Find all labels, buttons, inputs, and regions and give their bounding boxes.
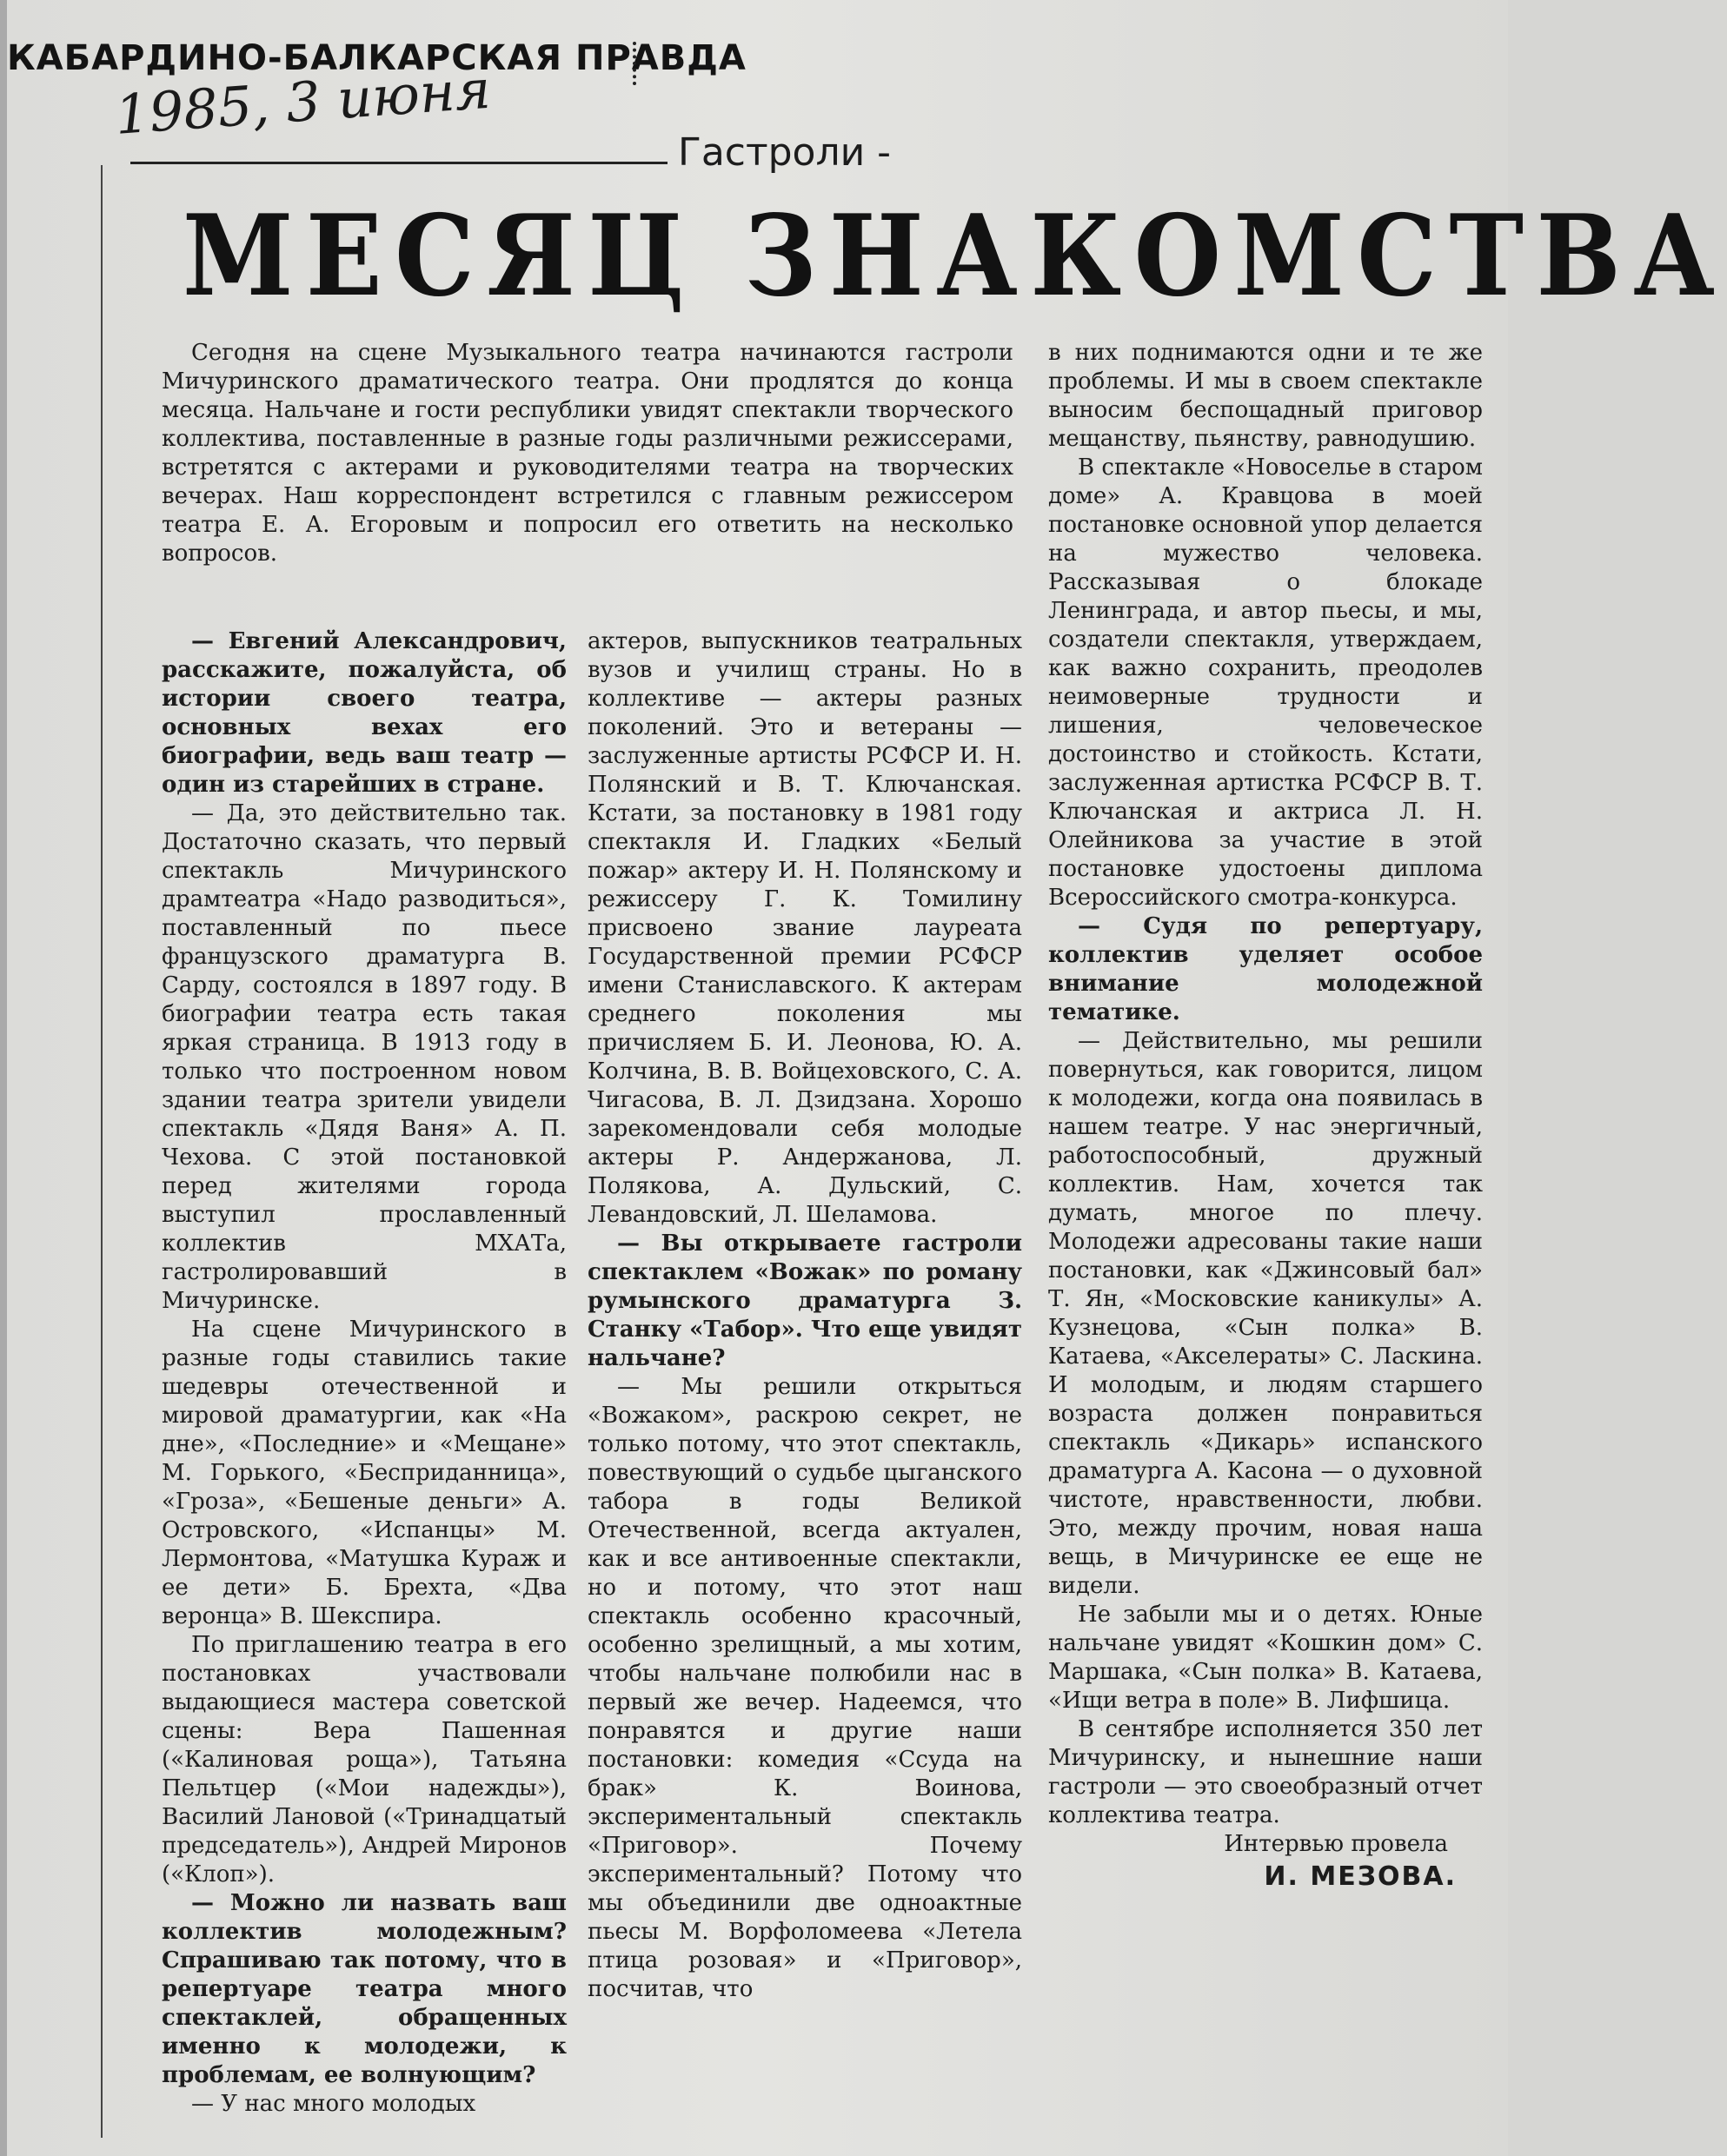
newspaper-masthead: КАБАРДИНО-БАЛКАРСКАЯ ПРАВДА (7, 38, 747, 78)
article-paragraph: в них поднимаются одни и те же проблемы. И мы в своем спектакле выносим беспощадный приговор мещанству, пьянству, равнодушию. (1048, 340, 1483, 452)
article-lead (162, 339, 1013, 608)
article-paragraph: По приглашению театра в его постановках участвовали выдающиеся мастера советской сцены: Вера Пашенная («Калиновая роща»), Татьяна Пельтцер («Мои надежды»), Василий Лановой («Тринадцатый председатель»), Андрей Миронов («Клоп»). (162, 1632, 567, 1887)
article-paragraph: Не забыли мы и о детях. Юные нальчане увидят «Кошкин дом» С. Маршака, «Сын полка» В. Катаева, «Ищи ветра в поле» В. Лифшица. (1048, 1602, 1483, 1714)
article-paragraph: На сцене Мичуринского в разные годы ставились такие шедевры отечественной и мировой драматургии, как «На дне», «Последние» и «Мещане» М. Горького, «Бесприданница», «Гроза», «Бешеные деньги» А. Островского, «Испанцы» М. Лермонтова, «Матушка Кураж и ее дети» Б. Брехта, «Два веронца» В. Шекспира. (162, 1317, 567, 1629)
article-column-2 (588, 627, 1022, 2139)
lead-paragraph: Сегодня на сцене Музыкального театра начинаются гастроли Мичуринского драматического театра. Они продлятся до конца месяца. Нальчане и гости республики увидят спектакли творческого коллектива, поставленные в разные годы различными режиссерами, встретятся с актерами и руководителями театра на творческих вечерах. Наш корреспондент встретился с главным режиссером театра Е. А. Егоровым и попросил его ответить на несколько вопросов. (162, 340, 1013, 567)
clipping-edge (0, 0, 7, 2156)
interview-answer: — Да, это действительно так. Достаточно сказать, что первый спектакль Мичуринского драмтеатра «Надо разводиться», поставленный по пьесе французского драматурга В. Сарду, состоялся в 1897 году. В биографии театра есть такая яркая страница. В 1913 году в только что построенном новом здании театра зрители увидели спектакль «Дядя Ваня» А. П. Чехова. С этой постановкой перед жителями города выступил прославленный коллектив МХАТа, гастролировавший в Мичуринске. (162, 800, 567, 1314)
interview-question: — Евгений Александрович, расскажите, пожалуйста, об истории своего театра, основных вехах его биографии, ведь ваш театр — один из старейших в стране. (162, 628, 567, 798)
interview-question: — Судя по репертуару, коллектив уделяет особое внимание молодежной тематике. (1048, 913, 1483, 1025)
rubric-label: Гастроли - (678, 130, 892, 175)
article-paragraph: В спектакле «Новоселье в старом доме» А. Кравцова в моей постановке основной упор делается на мужество человека. Рассказывая о блокаде Ленинграда, и автор пьесы, и мы, создатели спектакля, утверждаем, как важно сохранить, преодолев неимоверные трудности и лишения, человеческое достоинство и стойкость. Кстати, заслуженная артистка РСФСР В. Т. Ключанская и актриса Л. Н. Олейникова за участие в этой постановке удостоены диплома Всероссийского смотра-конкурса. (1048, 454, 1483, 911)
handwritten-date: 1985, 3 июня (113, 56, 493, 147)
byline-label: Интервью провела (1224, 1831, 1448, 1857)
article-column-1 (162, 627, 567, 2139)
article-paragraph: В сентябре исполняется 350 лет Мичуринску, и нынешние наши гастроли — это своеобразный отчет коллектива театра. (1048, 1716, 1483, 1828)
article-headline: МЕСЯЦ ЗНАКОМСТВА (183, 191, 1727, 322)
article-column-3 (1048, 339, 1483, 2138)
interview-answer: — Действительно, мы решили повернуться, как говорится, лицом к молодежи, когда она появилась в нашем театре. У нас энергичный, работоспособный, дружный коллектив. Нам, хочется так думать, многое по плечу. Молодежи адресованы такие наши постановки, как «Джинсовый бал» Т. Ян, «Московские каникулы» А. Кузнецова, «Сын полка» В. Катаева, «Акселераты» С. Ласкина. И молодым, и людям старшего возраста должен понравиться спектакль «Дикарь» испанского драматурга А. Касона — о духовной чистоте, нравственности, любви. Это, между прочим, новая наша вещь, в Мичуринске ее еще не видели. (1048, 1028, 1483, 1599)
interview-question: — Вы открываете гастроли спектаклем «Вожак» по роману румынского драматурга З. Станку «Табор». Что еще увидят нальчане? (588, 1231, 1022, 1371)
masthead-divider (633, 42, 640, 85)
interview-answer: — У нас много молодых (191, 2091, 476, 2117)
byline-author: И. МЕЗОВА. (1264, 1861, 1457, 1892)
rubric-rule (130, 162, 668, 164)
interview-question: — Можно ли назвать ваш коллектив молодежным? Спрашиваю так потому, что в репертуаре театра много спектаклей, обращенных именно к молодежи, к проблемам, ее волнующим? (162, 1890, 567, 2088)
interview-answer: — Мы решили открыться «Вожаком», раскрою секрет, не только потому, что этот спектакль, повествующий о судьбе цыганского табора в годы Великой Отечественной, всегда актуален, как и все антивоенные спектакли, но и потому, что этот наш спектакль особенно красочный, особенно зрелищный, а мы хотим, чтобы нальчане полюбили нас в первый же вечер. Надеемся, что понравятся и другие наши постановки: комедия «Ссуда на брак» К. Воинова, экспериментальный спектакль «Приговор». Почему экспериментальный? Потому что мы объединили две одноактные пьесы М. Ворфоломеева «Летела птица розовая» и «Приговор», посчитав, что (588, 1374, 1022, 2002)
article-paragraph: актеров, выпускников театральных вузов и училищ страны. Но в коллективе — актеры разных поколений. Это и ветераны — заслуженные артисты РСФСР И. Н. Полянский и В. Т. Ключанская. Кстати, за постановку в 1981 году спектакля И. Гладких «Белый пожар» актеру И. Н. Полянскому и режиссеру Г. К. Томилину присвоено звание лауреата Государственной премии РСФСР имени Станиславского. К актерам среднего поколения мы причисляем Б. И. Леонова, Ю. А. Колчина, В. В. Войцеховского, С. А. Чигасова, В. Л. Дзидзана. Хорошо зарекомендовали себя молодые актеры Р. Андержанова, Л. Полякова, А. Дульский, С. Левандовский, Л. Шеламова. (588, 628, 1022, 1228)
column-rule (101, 165, 103, 2138)
